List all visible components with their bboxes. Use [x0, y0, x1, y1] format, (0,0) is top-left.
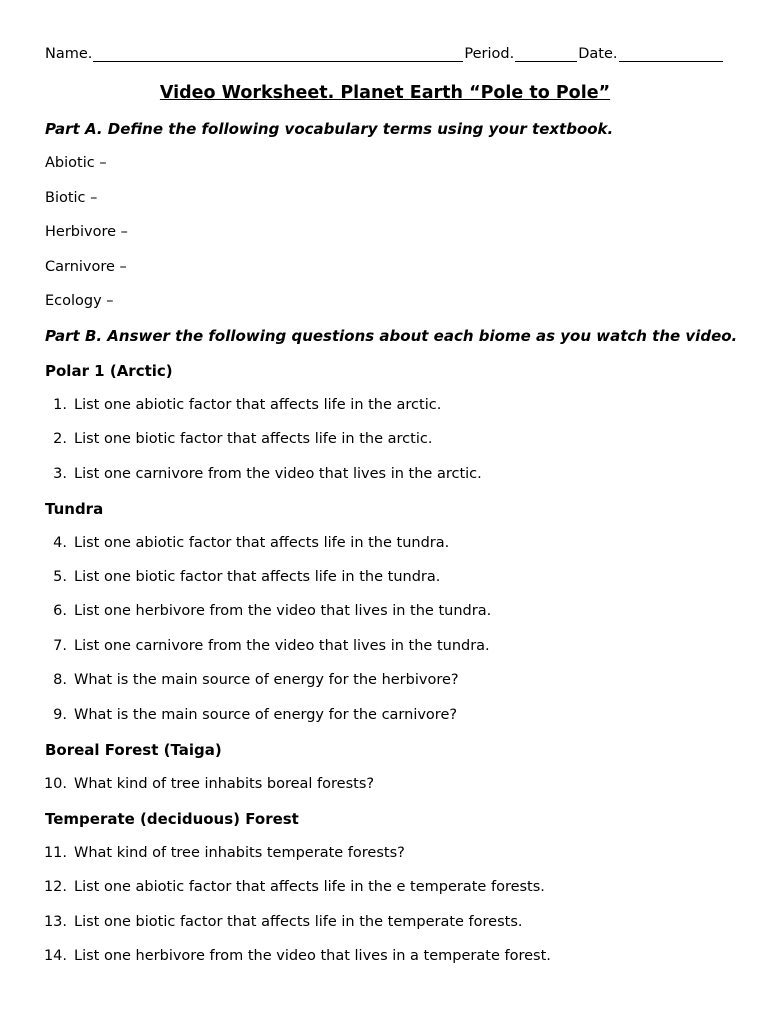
question-text: List one biotic factor that affects life in the arctic. — [74, 431, 433, 447]
vocab-term-biotic: Biotic – — [45, 190, 98, 206]
question-item — [45, 672, 459, 688]
question-number: 5. — [53, 569, 67, 585]
question-number: 12. — [43, 879, 67, 895]
question-item — [40, 948, 551, 964]
question-number: 14. — [43, 948, 67, 964]
part-b-heading: Part B. Answer the following questions about each biome as you watch the video. — [45, 327, 738, 345]
question-text: List one abiotic factor that affects life in the tundra. — [74, 535, 450, 551]
question-item — [45, 569, 440, 585]
question-text: List one herbivore from the video that lives in a temperate forest. — [74, 948, 551, 964]
section-title-polar: Polar 1 (Arctic) — [45, 362, 173, 380]
section-title-temperate: Temperate (deciduous) Forest — [45, 810, 299, 828]
question-item — [45, 603, 491, 619]
vocab-term-ecology: Ecology – — [45, 293, 114, 309]
part-a-heading: Part A. Define the following vocabulary terms using your textbook. — [45, 120, 614, 138]
question-item — [40, 879, 545, 895]
question-text: What kind of tree inhabits temperate forests? — [74, 845, 405, 861]
question-text: List one abiotic factor that affects life in the e temperate forests. — [74, 879, 545, 895]
period-label: Period. — [464, 46, 515, 62]
question-number: 10. — [43, 776, 67, 792]
question-number: 8. — [53, 672, 67, 688]
question-item — [45, 638, 490, 654]
vocab-term-abiotic: Abiotic – — [45, 155, 107, 171]
question-text: List one carnivore from the video that lives in the tundra. — [74, 638, 490, 654]
header-line — [45, 46, 724, 62]
question-text: List one carnivore from the video that lives in the arctic. — [74, 466, 482, 482]
question-number: 9. — [53, 707, 67, 723]
question-item — [40, 914, 523, 930]
question-number: 7. — [53, 638, 67, 654]
question-number: 3. — [53, 466, 67, 482]
question-text: What kind of tree inhabits boreal forests? — [74, 776, 375, 792]
name-label: Name. — [45, 46, 93, 62]
date-label: Date. — [578, 46, 618, 62]
question-number: 6. — [53, 603, 67, 619]
question-item — [45, 707, 457, 723]
question-item — [40, 845, 405, 861]
question-item — [45, 535, 449, 551]
question-item — [45, 431, 432, 447]
question-text: List one abiotic factor that affects life in the arctic. — [74, 397, 442, 413]
question-text: What is the main source of energy for the carnivore? — [74, 707, 458, 723]
date-field[interactable] — [619, 47, 723, 62]
question-text: List one biotic factor that affects life in the tundra. — [74, 569, 441, 585]
section-title-tundra: Tundra — [45, 500, 104, 518]
vocab-term-carnivore: Carnivore – — [45, 259, 127, 275]
question-text: What is the main source of energy for the herbivore? — [74, 672, 459, 688]
question-item — [40, 776, 374, 792]
question-item — [45, 466, 482, 482]
question-number: 4. — [53, 535, 67, 551]
period-field[interactable] — [515, 47, 577, 62]
question-number: 13. — [43, 914, 67, 930]
question-number: 11. — [43, 845, 67, 861]
page-title: Video Worksheet. Planet Earth “Pole to Pole” — [159, 83, 611, 103]
question-item — [45, 397, 441, 413]
vocab-term-herbivore: Herbivore – — [45, 224, 128, 240]
question-text: List one biotic factor that affects life in the temperate forests. — [74, 914, 523, 930]
name-field[interactable] — [93, 47, 463, 62]
question-number: 2. — [53, 431, 67, 447]
question-text: List one herbivore from the video that lives in the tundra. — [74, 603, 492, 619]
question-number: 1. — [53, 397, 67, 413]
section-title-boreal: Boreal Forest (Taiga) — [45, 741, 222, 759]
